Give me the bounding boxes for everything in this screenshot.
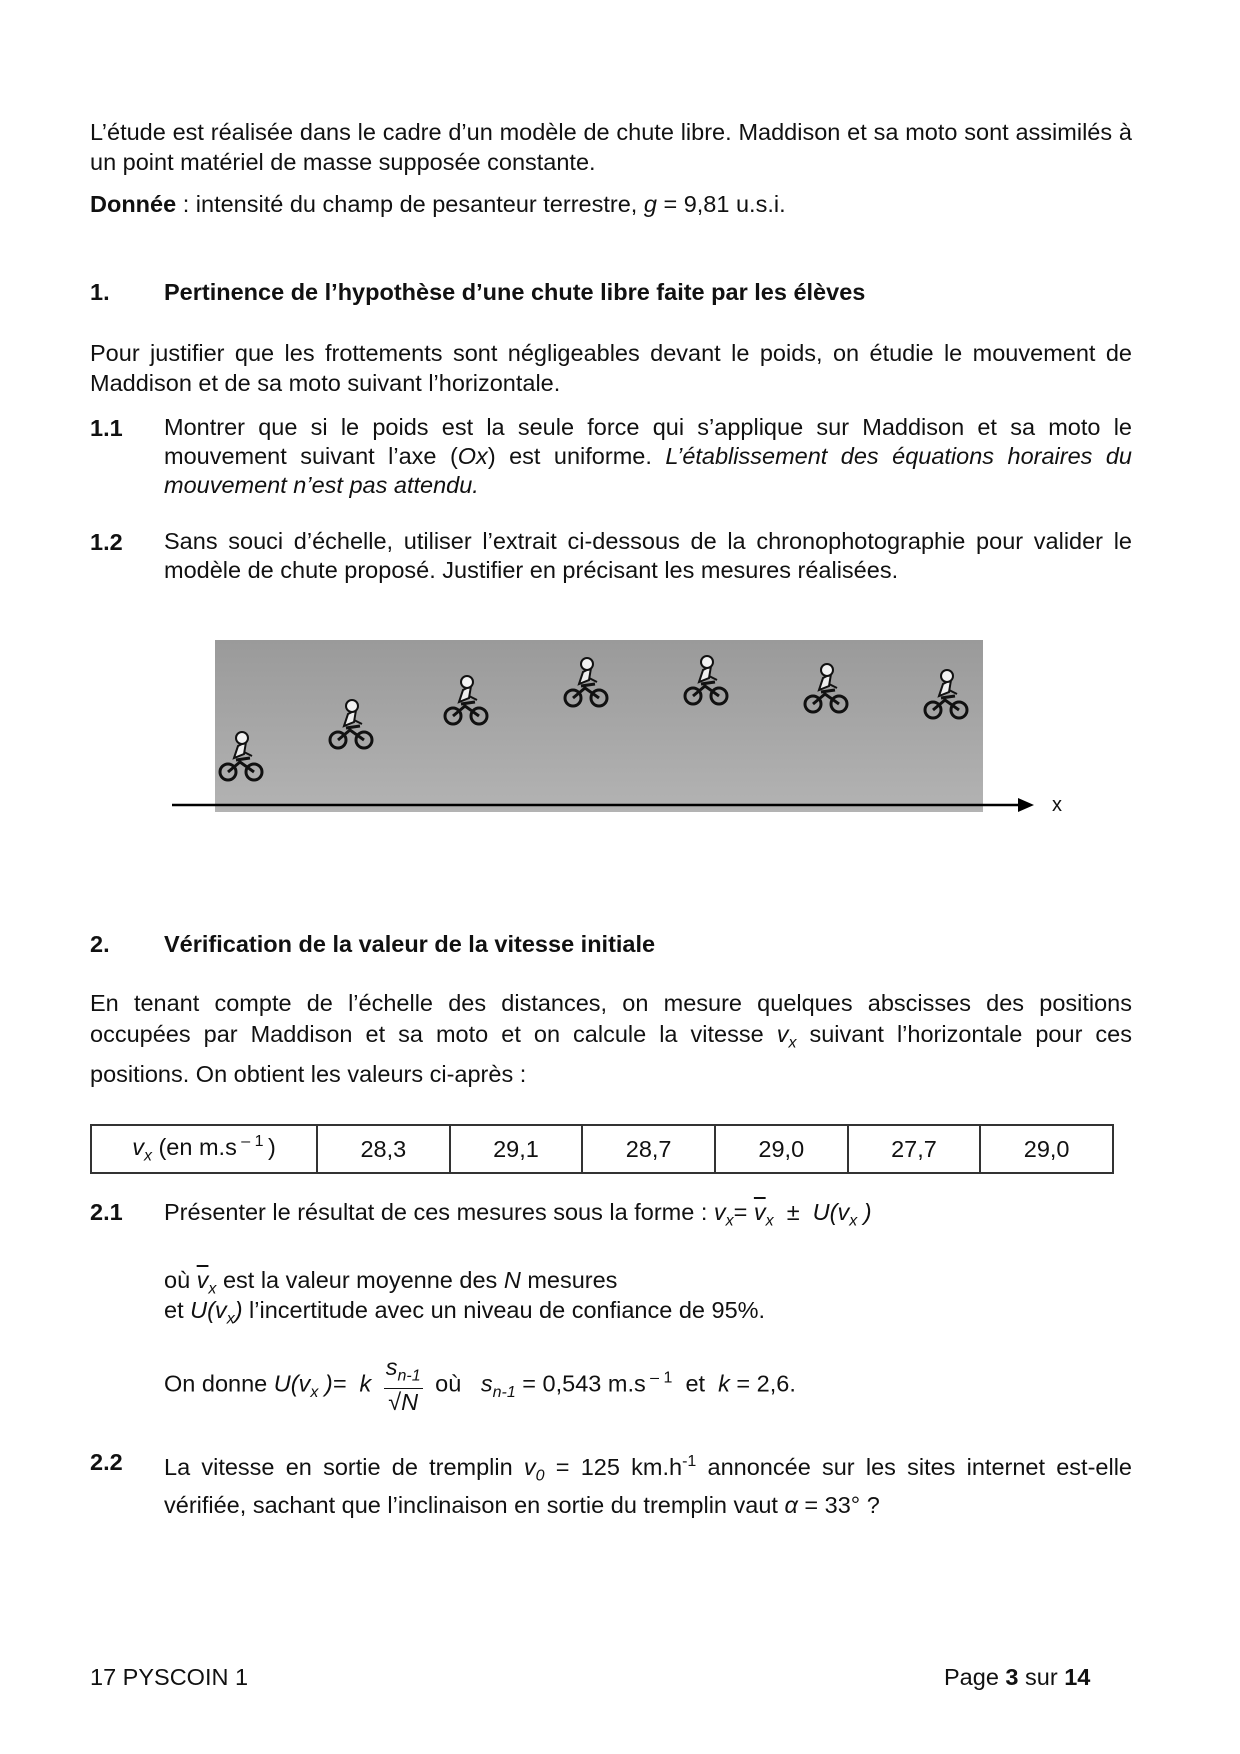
table-header-unit: (en m.s	[151, 1133, 237, 1160]
q2-2-exp: -1	[682, 1453, 697, 1470]
given-c: = 0,543 m.s	[515, 1370, 646, 1397]
table-header-close: )	[267, 1133, 276, 1160]
q2-2-number: 2.2	[90, 1449, 123, 1475]
section1-number: 1.	[90, 279, 110, 305]
given-exp: – 1	[645, 1369, 673, 1387]
line2-v: $\overline{v}$	[196, 1267, 209, 1293]
q2-2-text-b: = 125 km.h	[544, 1453, 683, 1480]
formula-mean: $\overline{v}$	[753, 1199, 766, 1225]
q1-1-text	[164, 413, 1132, 500]
vx-subscript: x	[788, 1034, 797, 1052]
section2-intro-b: suivant l’horizontale pour ces positions. On obtient les valeurs ci-après :	[90, 1021, 1132, 1087]
formula-mean-sub: x	[765, 1212, 774, 1230]
formula-lhs: v	[713, 1199, 726, 1225]
given-e: = 2,6.	[729, 1370, 796, 1397]
line2-sub: x	[208, 1280, 217, 1298]
table-cell: 29,0	[980, 1125, 1113, 1173]
section2-title: Vérification de la valeur de la vitesse initiale	[164, 931, 656, 957]
vx-symbol: v	[776, 1021, 789, 1047]
given-s-sub: n-1	[492, 1384, 516, 1402]
table-cell: 29,0	[715, 1125, 848, 1173]
q2-1-line1	[164, 1197, 872, 1237]
q2-2-text-a: La vitesse en sortie de tremplin	[164, 1453, 524, 1480]
line2-b: est la valeur moyenne des	[216, 1267, 504, 1293]
given-u: U(v	[273, 1370, 311, 1397]
table-header-v: v	[132, 1133, 144, 1160]
given-sub: x	[310, 1384, 319, 1402]
donnee-label: Donnée	[90, 191, 177, 217]
line3-a: et	[164, 1297, 191, 1323]
x-axis-label: x	[1052, 794, 1062, 816]
section1-title: Pertinence de l’hypothèse d’une chute libre faite par les élèves	[164, 279, 866, 305]
q2-2-text	[164, 1447, 1132, 1520]
q1-1-text-b: ) est uniforme.	[487, 443, 666, 469]
q1-1-axis: Ox	[457, 443, 488, 469]
section2-number: 2.	[90, 931, 110, 957]
page-total: 14	[1064, 1664, 1091, 1690]
page-number	[944, 1662, 1090, 1692]
donnee-text-after: = 9,81 u.s.i.	[656, 191, 786, 217]
q1-1-number: 1.1	[90, 415, 123, 441]
q2-1-given	[164, 1356, 796, 1415]
table-header-cell	[91, 1125, 317, 1173]
given-close: )= k	[318, 1370, 372, 1397]
q2-1-number: 2.1	[90, 1199, 123, 1225]
table-cell: 28,3	[317, 1125, 450, 1173]
donnee-text-before: : intensité du champ de pesanteur terrestre,	[176, 191, 644, 217]
g-symbol: g	[643, 191, 657, 217]
x-axis-arrow-icon	[1018, 798, 1034, 812]
q2-2-text-c: annoncée sur les sites internet est-elle vérifiée, sachant que l’inclinaison en sortie du tremplin vaut	[164, 1453, 1132, 1518]
line3-u: U(v	[190, 1297, 227, 1323]
formula-pm: ± U(v	[773, 1199, 850, 1225]
fraction-denominator: √N	[388, 1388, 419, 1415]
line3-sub: x	[226, 1310, 235, 1328]
section2-intro	[90, 988, 1132, 1090]
v0-subscript: 0	[535, 1467, 545, 1485]
formula-eq: =	[733, 1199, 754, 1225]
given-s: s	[480, 1370, 493, 1397]
table-header-exp: – 1	[236, 1132, 268, 1150]
donnee-line	[90, 189, 1132, 219]
table-cell: 28,7	[582, 1125, 715, 1173]
section2-intro-a: En tenant compte de l’échelle des distances, on mesure quelques abscisses des positions occupées par Maddison et sa moto et on calcule la vitesse	[90, 990, 1132, 1047]
table-row	[91, 1125, 1113, 1173]
line3-b: l’incertitude avec un niveau de confiance de 95%.	[242, 1297, 766, 1323]
given-k: k	[718, 1370, 730, 1397]
line2-n: N	[503, 1267, 521, 1293]
frac-top: s	[385, 1354, 398, 1380]
q1-2-number: 1.2	[90, 529, 123, 555]
q2-1-line3	[164, 1295, 765, 1335]
page-label: Page	[944, 1664, 1006, 1690]
given-a: On donne	[164, 1370, 274, 1397]
line3-close: )	[234, 1297, 243, 1323]
q1-1-text-a: Montrer que si le poids est la seule force qui s’applique sur Maddison et sa moto le mouvement suivant l’axe (	[164, 414, 1132, 469]
q2-2-text-d: = 33° ?	[797, 1491, 880, 1518]
given-d: et	[672, 1370, 719, 1397]
page-num: 3	[1005, 1664, 1019, 1690]
intro-paragraph: L’étude est réalisée dans le cadre d’un modèle de chute libre. Maddison et sa moto sont assimilés à un point matériel de masse supposée constante.	[90, 119, 1132, 175]
given-b: où	[435, 1370, 462, 1397]
q2-1-text: Présenter le résultat de ces mesures sous la forme :	[164, 1199, 714, 1225]
table-cell: 27,7	[848, 1125, 981, 1173]
fraction-numerator	[384, 1356, 423, 1389]
section1-intro: Pour justifier que les frottements sont négligeables devant le poids, on étudie le mouvement de Maddison et de sa moto suivant l’horizontale.	[90, 340, 1132, 396]
formula-close: )	[857, 1199, 872, 1225]
frac-top-sub: n-1	[397, 1367, 421, 1385]
chronophotography-figure	[160, 640, 1080, 825]
q1-2-text: Sans souci d’échelle, utiliser l’extrait ci-dessous de la chronophotographie pour valider le modèle de chute proposé. Justifier en précisant les mesures réalisées.	[164, 528, 1132, 583]
footer-code: 17 PYSCOIN 1	[90, 1664, 249, 1690]
v0-symbol: v	[523, 1453, 536, 1480]
line2-c: mesures	[520, 1267, 618, 1293]
photo-background	[215, 640, 983, 812]
formula-u-sub: x	[849, 1212, 858, 1230]
line2-a: où	[164, 1267, 197, 1293]
speed-table	[90, 1124, 1114, 1174]
page-sur: sur	[1018, 1664, 1065, 1690]
alpha-symbol: α	[784, 1491, 798, 1518]
q1-1-italic: L’établissement des équations horaires du mouvement n’est pas attendu.	[164, 443, 1132, 498]
fraction	[384, 1356, 423, 1415]
table-header-sub: x	[143, 1147, 152, 1165]
formula-lhs-sub: x	[725, 1212, 734, 1230]
table-cell: 29,1	[450, 1125, 583, 1173]
